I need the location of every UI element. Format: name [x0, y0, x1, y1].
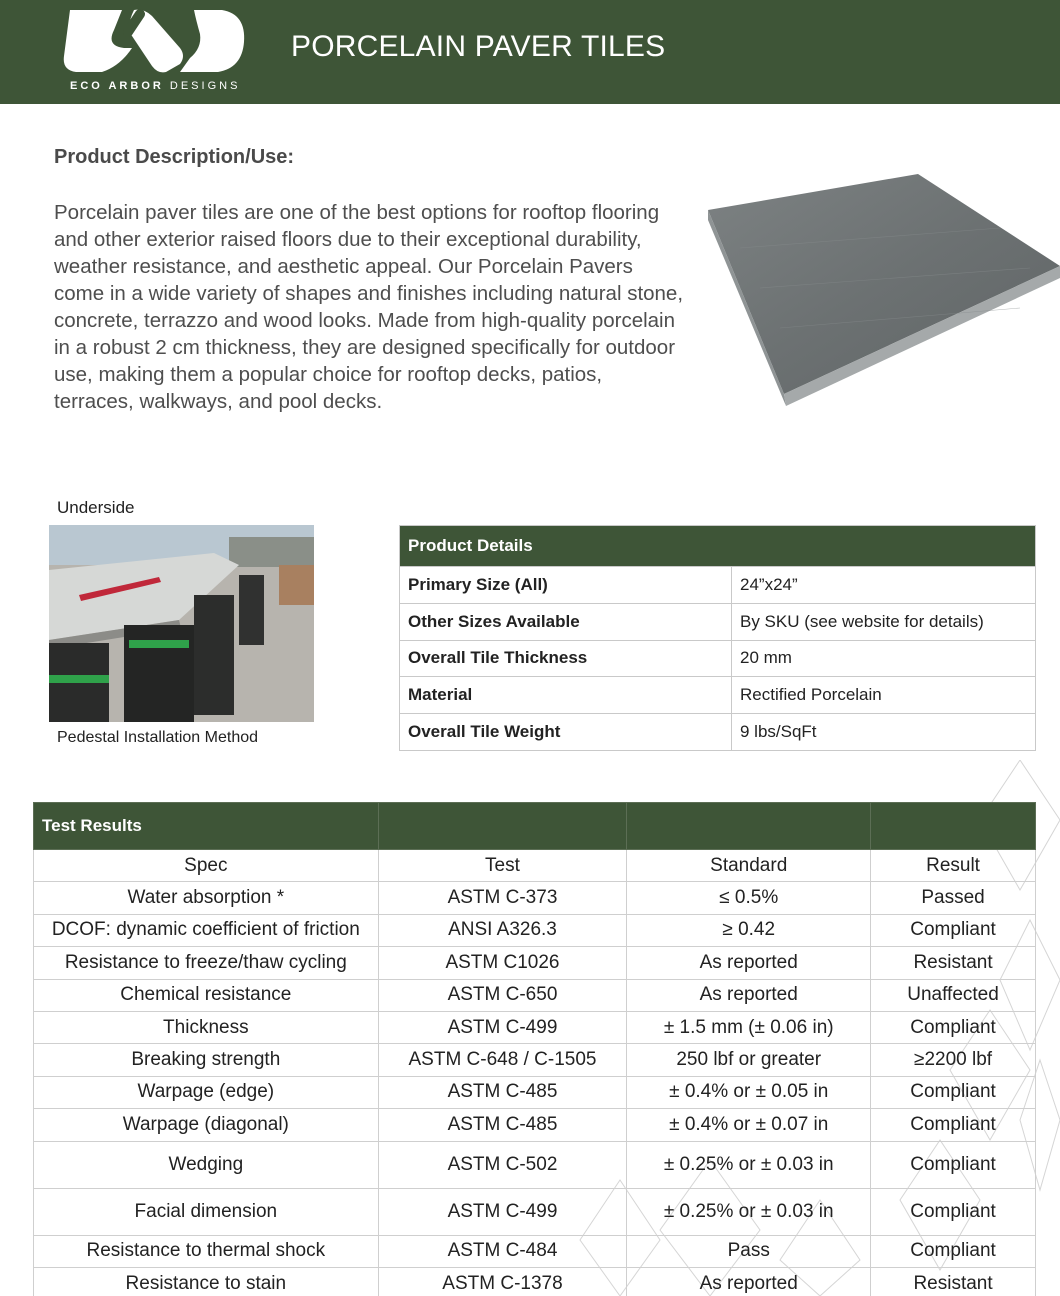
result-cell: Compliant	[871, 1109, 1036, 1141]
table-row	[34, 1267, 1036, 1296]
standard-cell: ± 1.5 mm (± 0.06 in)	[627, 1011, 871, 1043]
test-cell: ASTM C-648 / C-1505	[378, 1044, 627, 1076]
detail-value: Rectified Porcelain	[732, 677, 1036, 714]
result-cell: Resistant	[871, 947, 1036, 979]
result-cell: Compliant	[871, 1076, 1036, 1108]
page-title: PORCELAIN PAVER TILES	[291, 30, 666, 63]
standard-cell: 250 lbf or greater	[627, 1044, 871, 1076]
page-header	[0, 0, 1060, 104]
result-cell: Unaffected	[871, 979, 1036, 1011]
description-body: Porcelain paver tiles are one of the best options for rooftop flooring and other exterior raised floors due to their exceptional durability, weather resistance, and aesthetic appeal. Our Porcelain Pavers come in a wide variety of shapes and finishes including natural stone, concrete, terrazzo and wood looks. Made from high-quality porcelain in a robust 2 cm thickness, they are designed specifically for outdoor use, making them a popular choice for rooftop decks, patios, terraces, walkways, and pool decks.	[54, 201, 684, 413]
test-cell: ASTM C-1378	[378, 1267, 627, 1296]
detail-value: 20 mm	[732, 640, 1036, 677]
product-details-title: Product Details	[400, 526, 1036, 567]
test-results-title: Test Results	[34, 803, 379, 850]
test-cell: ASTM C-485	[378, 1076, 627, 1108]
spec-cell: Breaking strength	[34, 1044, 379, 1076]
table-row	[34, 1076, 1036, 1108]
result-cell: Compliant	[871, 1011, 1036, 1043]
logo-word-light: DESIGNS	[169, 80, 241, 92]
test-results-table	[33, 802, 1036, 1296]
result-cell: Compliant	[871, 914, 1036, 946]
description-heading: Product Description/Use:	[54, 146, 295, 168]
test-cell: ASTM C-650	[378, 979, 627, 1011]
pedestal-installation-photo	[49, 525, 314, 722]
product-details-table	[399, 525, 1036, 751]
table-row	[400, 567, 1036, 604]
table-row	[400, 603, 1036, 640]
column-header-standard: Standard	[627, 850, 871, 882]
result-cell: Compliant	[871, 1235, 1036, 1267]
spec-cell: Resistance to freeze/thaw cycling	[34, 947, 379, 979]
spec-cell: Facial dimension	[34, 1188, 379, 1235]
test-cell: ASTM C-499	[378, 1011, 627, 1043]
result-cell: Resistant	[871, 1267, 1036, 1296]
standard-cell: As reported	[627, 979, 871, 1011]
table-row	[400, 640, 1036, 677]
column-header-result: Result	[871, 850, 1036, 882]
test-cell: ASTM C-502	[378, 1141, 627, 1188]
logo-text	[70, 80, 240, 92]
table-row	[34, 979, 1036, 1011]
spec-cell: Water absorption *	[34, 882, 379, 914]
logo-word-bold: ECO ARBOR	[70, 80, 164, 92]
test-cell: ASTM C-499	[378, 1188, 627, 1235]
eco-arbor-logo	[62, 8, 247, 98]
table-row	[34, 914, 1036, 946]
table-row	[34, 1011, 1036, 1043]
detail-value: 9 lbs/SqFt	[732, 714, 1036, 751]
table-row	[34, 882, 1036, 914]
spec-cell: DCOF: dynamic coefficient of friction	[34, 914, 379, 946]
logo-mark-icon	[62, 8, 247, 78]
column-header-spec: Spec	[34, 850, 379, 882]
test-cell: ANSI A326.3	[378, 914, 627, 946]
spec-cell: Wedging	[34, 1141, 379, 1188]
detail-label: Material	[400, 677, 732, 714]
detail-label: Overall Tile Thickness	[400, 640, 732, 677]
photo-caption: Pedestal Installation Method	[57, 729, 259, 746]
spec-cell: Thickness	[34, 1011, 379, 1043]
table-row	[34, 1188, 1036, 1235]
standard-cell: ± 0.4% or ± 0.07 in	[627, 1109, 871, 1141]
spec-cell: Chemical resistance	[34, 979, 379, 1011]
table-row	[34, 1235, 1036, 1267]
detail-value: By SKU (see website for details)	[732, 603, 1036, 640]
spec-cell: Resistance to stain	[34, 1267, 379, 1296]
spec-cell: Warpage (diagonal)	[34, 1109, 379, 1141]
standard-cell: Pass	[627, 1235, 871, 1267]
header-spacer	[627, 803, 871, 850]
test-cell: ASTM C-485	[378, 1109, 627, 1141]
spec-cell: Warpage (edge)	[34, 1076, 379, 1108]
detail-value: 24”x24”	[732, 567, 1036, 604]
standard-cell: ≥ 0.42	[627, 914, 871, 946]
detail-label: Primary Size (All)	[400, 567, 732, 604]
standard-cell: ± 0.25% or ± 0.03 in	[627, 1188, 871, 1235]
table-row	[400, 714, 1036, 751]
result-cell: Compliant	[871, 1141, 1036, 1188]
spec-cell: Resistance to thermal shock	[34, 1235, 379, 1267]
detail-label: Other Sizes Available	[400, 603, 732, 640]
table-row	[34, 947, 1036, 979]
header-spacer	[871, 803, 1036, 850]
table-row	[34, 1141, 1036, 1188]
table-row	[34, 1109, 1036, 1141]
standard-cell: As reported	[627, 947, 871, 979]
column-header-test: Test	[378, 850, 627, 882]
table-row	[34, 1044, 1036, 1076]
table-row	[400, 677, 1036, 714]
result-cell: Passed	[871, 882, 1036, 914]
underside-label: Underside	[57, 498, 135, 517]
standard-cell: ≤ 0.5%	[627, 882, 871, 914]
standard-cell: ± 0.4% or ± 0.05 in	[627, 1076, 871, 1108]
porcelain-tile-image	[700, 168, 1060, 413]
standard-cell: ± 0.25% or ± 0.03 in	[627, 1141, 871, 1188]
test-cell: ASTM C-373	[378, 882, 627, 914]
result-cell: ≥2200 lbf	[871, 1044, 1036, 1076]
standard-cell: As reported	[627, 1267, 871, 1296]
column-header-row	[34, 850, 1036, 882]
test-cell: ASTM C-484	[378, 1235, 627, 1267]
detail-label: Overall Tile Weight	[400, 714, 732, 751]
result-cell: Compliant	[871, 1188, 1036, 1235]
test-cell: ASTM C1026	[378, 947, 627, 979]
header-spacer	[378, 803, 627, 850]
